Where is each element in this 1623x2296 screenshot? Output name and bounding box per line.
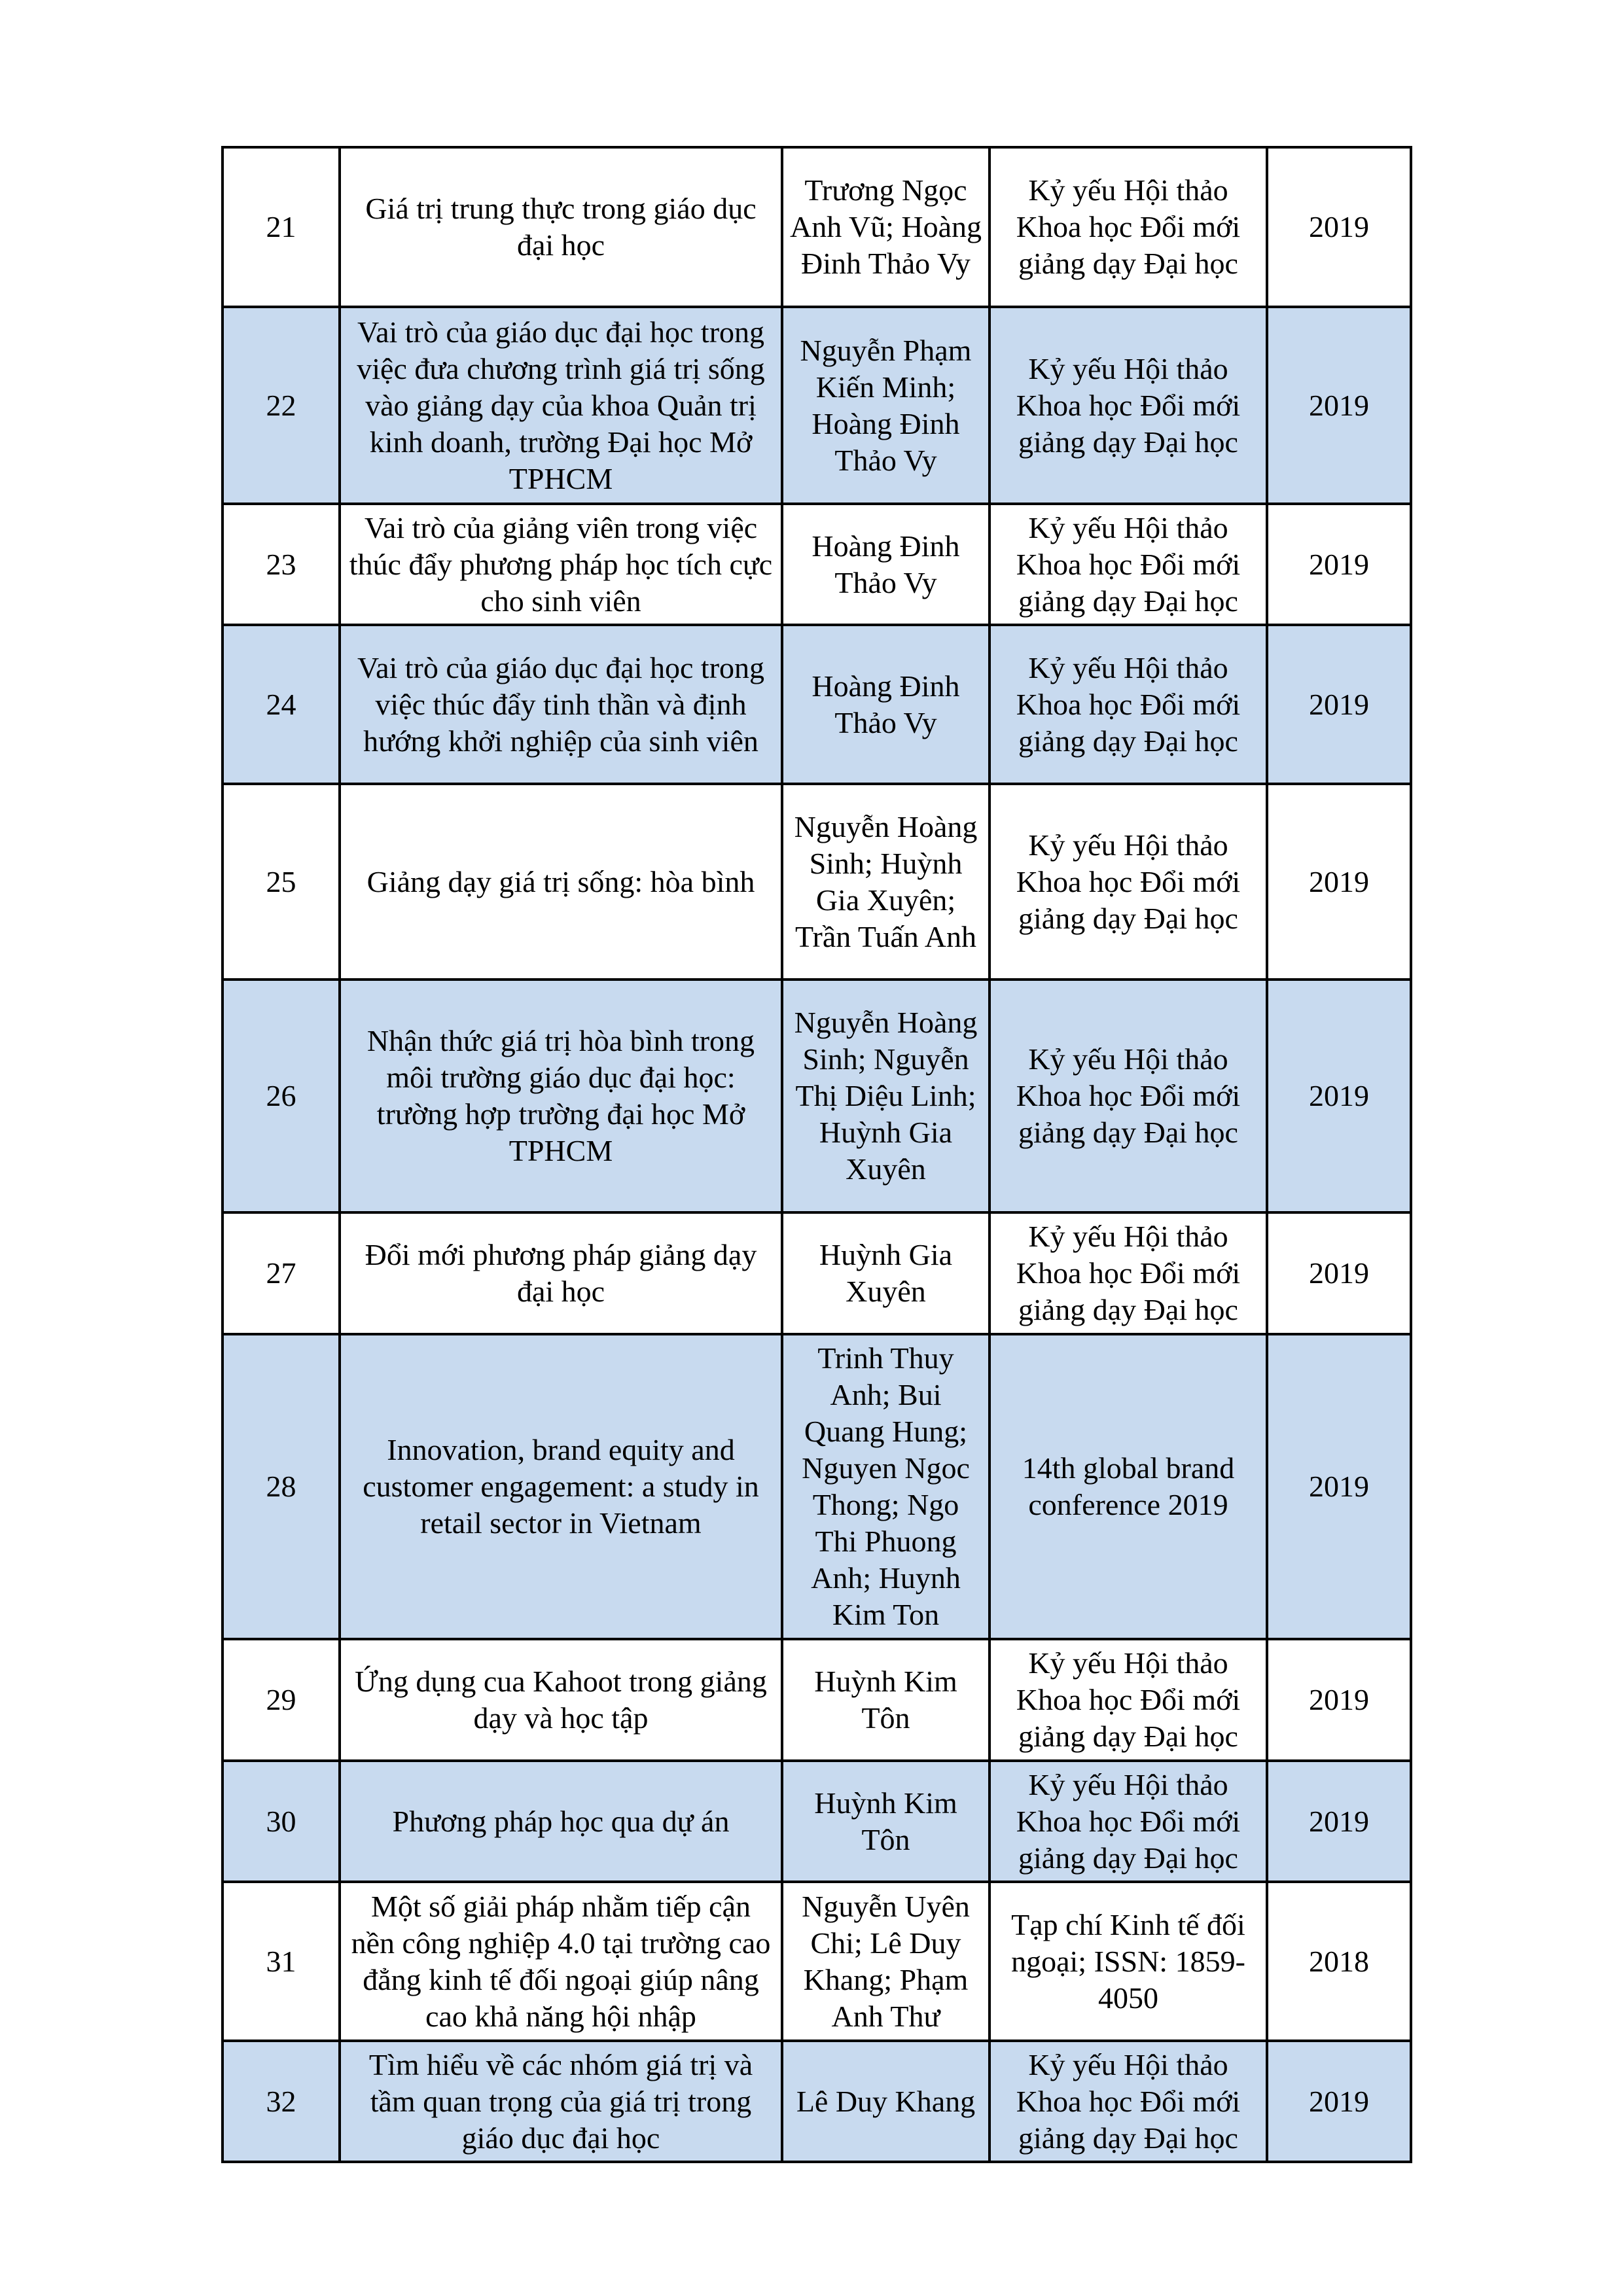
row-number: 23: [223, 504, 340, 625]
publication-title: Giảng dạy giá trị sống: hòa bình: [340, 784, 782, 980]
publication-year: 2019: [1267, 504, 1411, 625]
row-number: 22: [223, 307, 340, 504]
table-row: [223, 1761, 1411, 1882]
publication-title: Vai trò của giáo dục đại học trong việc đưa chương trình giá trị sống vào giảng dạy của khoa Quản trị kinh doanh, trường Đại học Mở TPHCM: [340, 307, 782, 504]
publication-year: 2019: [1267, 307, 1411, 504]
row-number: 32: [223, 2041, 340, 2162]
row-number: 26: [223, 980, 340, 1212]
publication-year: 2018: [1267, 1882, 1411, 2041]
row-number: 25: [223, 784, 340, 980]
row-number: 29: [223, 1639, 340, 1761]
publication-authors: Trương Ngọc Anh Vũ; Hoàng Đinh Thảo Vy: [782, 147, 990, 307]
publication-year: 2019: [1267, 1212, 1411, 1334]
row-number: 31: [223, 1882, 340, 2041]
publication-year: 2019: [1267, 1639, 1411, 1761]
publication-authors: Hoàng Đinh Thảo Vy: [782, 625, 990, 784]
row-number: 27: [223, 1212, 340, 1334]
publication-venue: Kỷ yếu Hội thảo Khoa học Đổi mới giảng dạy Đại học: [990, 980, 1267, 1212]
table-row: [223, 625, 1411, 784]
publication-year: 2019: [1267, 147, 1411, 307]
publication-title: Một số giải pháp nhằm tiếp cận nền công nghiệp 4.0 tại trường cao đẳng kinh tế đối ngoại giúp nâng cao khả năng hội nhập: [340, 1882, 782, 2041]
publication-authors: Nguyễn Uyên Chi; Lê Duy Khang; Phạm Anh Thư: [782, 1882, 990, 2041]
publication-title: Phương pháp học qua dự án: [340, 1761, 782, 1882]
publication-title: Đổi mới phương pháp giảng dạy đại học: [340, 1212, 782, 1334]
publication-title: Vai trò của giảng viên trong việc thúc đẩy phương pháp học tích cực cho sinh viên: [340, 504, 782, 625]
publication-authors: Huỳnh Kim Tôn: [782, 1761, 990, 1882]
publication-year: 2019: [1267, 625, 1411, 784]
row-number: 24: [223, 625, 340, 784]
publication-authors: Huỳnh Kim Tôn: [782, 1639, 990, 1761]
publication-venue: Kỷ yếu Hội thảo Khoa học Đổi mới giảng dạy Đại học: [990, 307, 1267, 504]
table-row: [223, 980, 1411, 1212]
publication-venue: Kỷ yếu Hội thảo Khoa học Đổi mới giảng dạy Đại học: [990, 2041, 1267, 2162]
publication-venue: Kỷ yếu Hội thảo Khoa học Đổi mới giảng dạy Đại học: [990, 1761, 1267, 1882]
publication-venue: Kỷ yếu Hội thảo Khoa học Đổi mới giảng dạy Đại học: [990, 504, 1267, 625]
publication-venue: Kỷ yếu Hội thảo Khoa học Đổi mới giảng dạy Đại học: [990, 784, 1267, 980]
publication-venue: 14th global brand conference 2019: [990, 1334, 1267, 1639]
table-row: [223, 1334, 1411, 1639]
publication-year: 2019: [1267, 980, 1411, 1212]
publication-year: 2019: [1267, 784, 1411, 980]
publication-year: 2019: [1267, 2041, 1411, 2162]
publication-title: Nhận thức giá trị hòa bình trong môi trường giáo dục đại học: trường hợp trường đại học Mở TPHCM: [340, 980, 782, 1212]
publications-table: [221, 146, 1412, 2163]
publication-title: Giá trị trung thực trong giáo dục đại học: [340, 147, 782, 307]
table-row: [223, 1212, 1411, 1334]
publication-venue: Kỷ yếu Hội thảo Khoa học Đổi mới giảng dạy Đại học: [990, 1212, 1267, 1334]
table-row: [223, 784, 1411, 980]
row-number: 21: [223, 147, 340, 307]
table-row: [223, 1639, 1411, 1761]
table-row: [223, 504, 1411, 625]
publication-authors: Lê Duy Khang: [782, 2041, 990, 2162]
table-row: [223, 147, 1411, 307]
publication-venue: Kỷ yếu Hội thảo Khoa học Đổi mới giảng dạy Đại học: [990, 147, 1267, 307]
publication-authors: Nguyễn Phạm Kiến Minh; Hoàng Đinh Thảo Vy: [782, 307, 990, 504]
publication-authors: Trinh Thuy Anh; Bui Quang Hung; Nguyen Ngoc Thong; Ngo Thi Phuong Anh; Huynh Kim Ton: [782, 1334, 990, 1639]
publication-authors: Nguyễn Hoàng Sinh; Nguyễn Thị Diệu Linh; Huỳnh Gia Xuyên: [782, 980, 990, 1212]
publication-venue: Kỷ yếu Hội thảo Khoa học Đổi mới giảng dạy Đại học: [990, 625, 1267, 784]
publication-authors: Nguyễn Hoàng Sinh; Huỳnh Gia Xuyên; Trần Tuấn Anh: [782, 784, 990, 980]
publication-year: 2019: [1267, 1761, 1411, 1882]
publication-title: Ứng dụng cua Kahoot trong giảng dạy và học tập: [340, 1639, 782, 1761]
publication-title: Vai trò của giáo dục đại học trong việc thúc đẩy tinh thần và định hướng khởi nghiệp của sinh viên: [340, 625, 782, 784]
publication-authors: Hoàng Đinh Thảo Vy: [782, 504, 990, 625]
publication-year: 2019: [1267, 1334, 1411, 1639]
table-row: [223, 307, 1411, 504]
publication-venue: Tạp chí Kinh tế đối ngoại; ISSN: 1859-4050: [990, 1882, 1267, 2041]
row-number: 28: [223, 1334, 340, 1639]
publication-venue: Kỷ yếu Hội thảo Khoa học Đổi mới giảng dạy Đại học: [990, 1639, 1267, 1761]
table-row: [223, 2041, 1411, 2162]
table-row: [223, 1882, 1411, 2041]
publication-title: Innovation, brand equity and customer engagement: a study in retail sector in Vietnam: [340, 1334, 782, 1639]
publication-authors: Huỳnh Gia Xuyên: [782, 1212, 990, 1334]
row-number: 30: [223, 1761, 340, 1882]
publication-title: Tìm hiểu về các nhóm giá trị và tầm quan trọng của giá trị trong giáo dục đại học: [340, 2041, 782, 2162]
